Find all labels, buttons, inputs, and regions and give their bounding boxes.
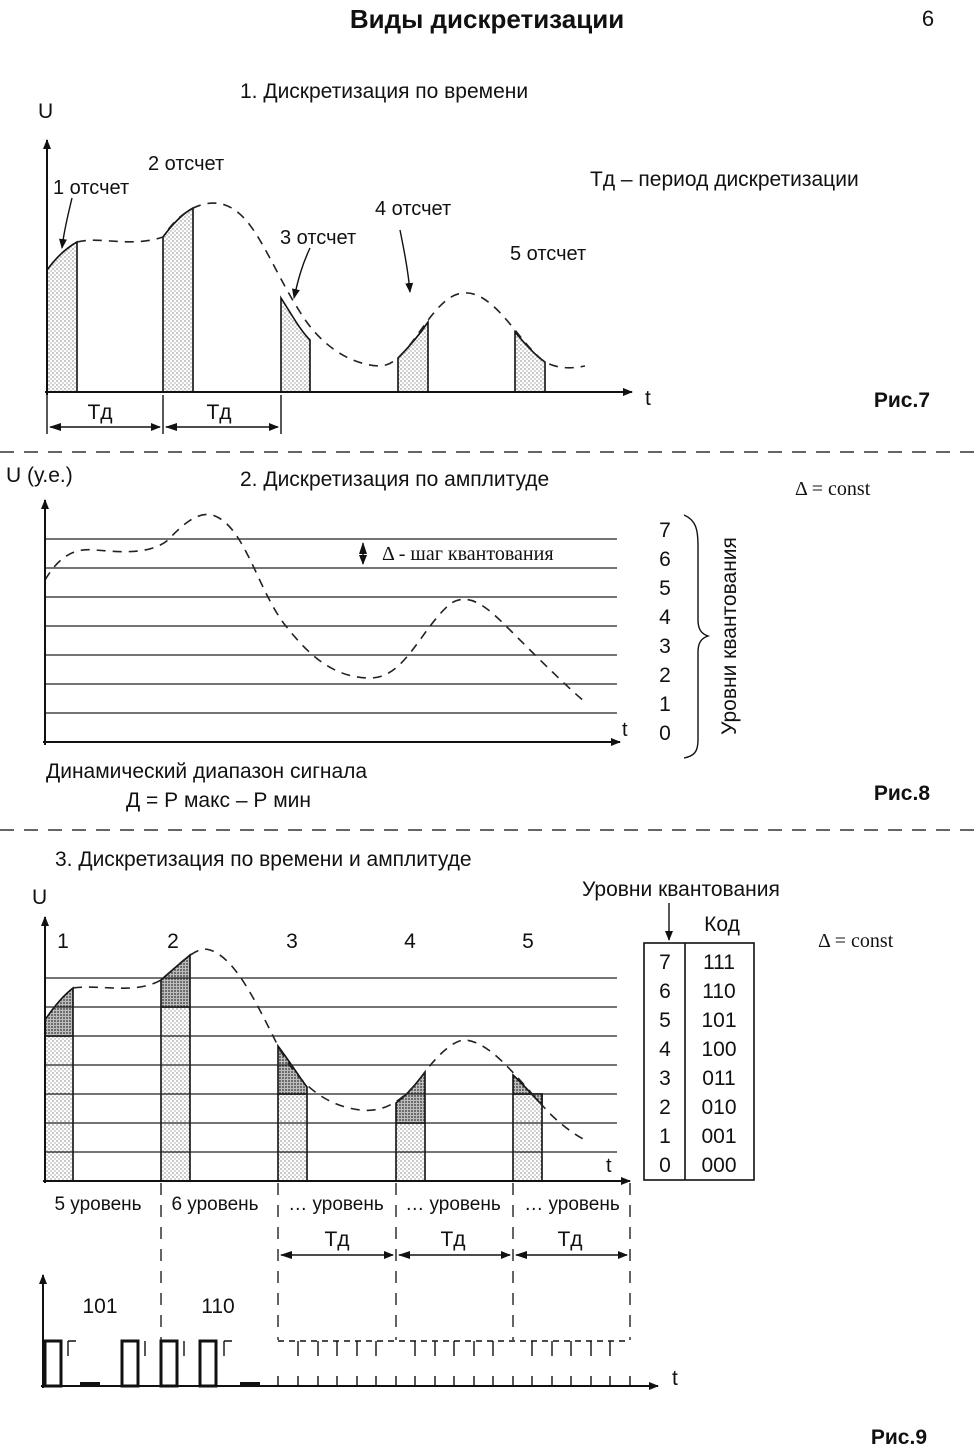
fig7-sample-label-3: 3 отсчет (280, 227, 357, 249)
fig7-sample-bar-2 (163, 208, 193, 392)
fig9-table-level-0: 0 (659, 1154, 671, 1177)
fig8-dynamic-range-text: Динамический диапазон сигнала (46, 760, 368, 783)
fig8-level-0: 0 (659, 722, 671, 745)
fig9-sample-number-5: 5 (522, 930, 534, 953)
fig9-time-amplitude-sampling (32, 848, 927, 1449)
fig8-level-3: 3 (659, 635, 671, 658)
fig9-pulse-x-axis-label: t (672, 1367, 678, 1390)
fig9-code-table (644, 943, 754, 1180)
fig9-table-level-5: 5 (659, 1009, 671, 1032)
fig7-caption: Рис.7 (873, 389, 930, 412)
fig8-dynamic-range-formula: Д = Р макс – Р мин (126, 789, 311, 812)
fig9-table-level-7: 7 (659, 951, 671, 974)
fig9-table-level-2: 2 (659, 1096, 671, 1119)
fig8-step-label: Δ - шаг квантования (382, 543, 554, 565)
fig9-table-code-4: 100 (701, 1038, 737, 1061)
fig7-heading: 1. Дискретизация по времени (240, 80, 529, 103)
fig7-pointer-1 (62, 198, 72, 248)
fig8-amplitude-sampling (6, 464, 930, 812)
fig9-error-1 (45, 988, 73, 1036)
fig7-period-note: Тд – период дискретизации (590, 168, 859, 191)
fig7-sample-label-5: 5 отсчет (510, 243, 587, 265)
fig8-level-2: 2 (659, 664, 671, 687)
fig9-y-axis-label: U (32, 886, 48, 909)
fig9-sample-level-4: … уровень (405, 1194, 501, 1215)
fig9-caption: Рис.9 (870, 1426, 927, 1449)
fig9-error-4 (396, 1072, 425, 1123)
fig7-x-axis-label: t (645, 387, 651, 410)
fig8-caption: Рис.8 (873, 782, 930, 805)
fig9-sample-level-2: 6 уровень (171, 1194, 259, 1215)
fig9-code-label-2: 110 (201, 1295, 235, 1318)
fig9-sample-number-4: 4 (404, 930, 416, 953)
fig9-sample-number-2: 2 (167, 930, 179, 953)
fig7-pointer-3 (294, 248, 310, 298)
fig9-td-label-1: Тд (324, 1228, 350, 1251)
fig9-table-level-4: 4 (659, 1038, 671, 1061)
fig9-td-label-3: Тд (557, 1228, 583, 1251)
fig8-x-axis-label: t (622, 719, 628, 741)
fig9-sample-bar-1 (45, 1036, 73, 1181)
fig9-table-level-3: 3 (659, 1067, 671, 1090)
fig8-level-lines (45, 539, 617, 713)
fig8-levels-title: Уровни квантования (718, 537, 741, 735)
fig9-table-level-1: 1 (659, 1125, 671, 1148)
fig9-table-code-5: 101 (701, 1009, 737, 1032)
fig9-pulse-slot-marks-2 (298, 1341, 610, 1356)
fig9-table-code-3: 011 (702, 1067, 736, 1090)
fig9-pulse-bit-1 (45, 1341, 61, 1386)
fig9-error-2 (161, 955, 190, 1007)
fig7-sample-label-4: 4 отсчет (375, 198, 452, 220)
fig9-pulse-bit-4 (161, 1341, 177, 1386)
page-title: Виды дискретизации (349, 4, 625, 34)
fig8-y-axis-label: U (у.е.) (6, 464, 73, 487)
fig9-pulse-bit-5 (200, 1341, 216, 1386)
fig9-sample-number-1: 1 (57, 930, 69, 953)
fig9-sample-number-3: 3 (286, 930, 298, 953)
fig7-sample-label-1: 1 отсчет (53, 177, 130, 199)
fig8-level-brace (684, 515, 708, 758)
fig7-sample-bar-5 (515, 332, 545, 392)
fig9-delta-const: Δ = const (818, 930, 894, 952)
page-number: 6 (921, 6, 935, 31)
fig7-y-axis-label: U (38, 100, 54, 123)
fig9-levels-title: Уровни квантования (582, 878, 780, 901)
fig9-pulse-bit-3 (122, 1341, 138, 1386)
fig9-table-code-0: 000 (701, 1154, 737, 1177)
fig8-level-5: 5 (659, 577, 671, 600)
fig9-pulse-slot-marks-1 (68, 1341, 232, 1356)
fig8-level-6: 6 (659, 548, 671, 571)
fig7-td-label-1: Тд (87, 401, 113, 424)
fig9-code-label-1: 101 (82, 1295, 118, 1318)
fig9-sample-level-1: 5 уровень (54, 1194, 142, 1215)
fig8-level-4: 4 (659, 606, 671, 629)
fig9-heading: 3. Дискретизация по времени и амплитуде (55, 848, 472, 871)
fig9-table-code-6: 110 (702, 980, 736, 1003)
fig8-level-1: 1 (659, 693, 671, 716)
fig7-pointer-4 (400, 230, 410, 292)
fig9-pulse-bits (45, 1341, 260, 1386)
fig9-code-header: Код (704, 913, 740, 936)
fig9-table-code-1: 001 (701, 1125, 737, 1148)
fig9-x-axis-label: t (606, 1155, 612, 1177)
fig9-table-code-7: 111 (703, 951, 735, 974)
fig8-delta-const: Δ = const (795, 478, 871, 500)
fig7-sample-bar-4 (398, 322, 428, 392)
fig9-sample-bar-3 (278, 1094, 307, 1181)
fig7-time-sampling (38, 80, 930, 434)
fig7-sample-bar-1 (47, 242, 77, 392)
fig9-td-label-2: Тд (440, 1228, 466, 1251)
fig9-table-code-2: 010 (701, 1096, 737, 1119)
fig7-sample-bar-3 (281, 298, 310, 392)
fig7-sample-label-2: 2 отсчет (148, 153, 225, 175)
fig7-td-label-2: Тд (206, 401, 232, 424)
fig9-sample-level-5: … уровень (524, 1194, 620, 1215)
fig9-sample-bar-5 (513, 1094, 542, 1181)
fig9-sample-level-3: … уровень (288, 1194, 384, 1215)
fig9-pulse-slot-ticks (278, 1376, 630, 1386)
fig8-level-7: 7 (659, 519, 671, 542)
fig8-heading: 2. Дискретизация по амплитуде (240, 468, 550, 491)
fig9-table-level-6: 6 (659, 980, 671, 1003)
